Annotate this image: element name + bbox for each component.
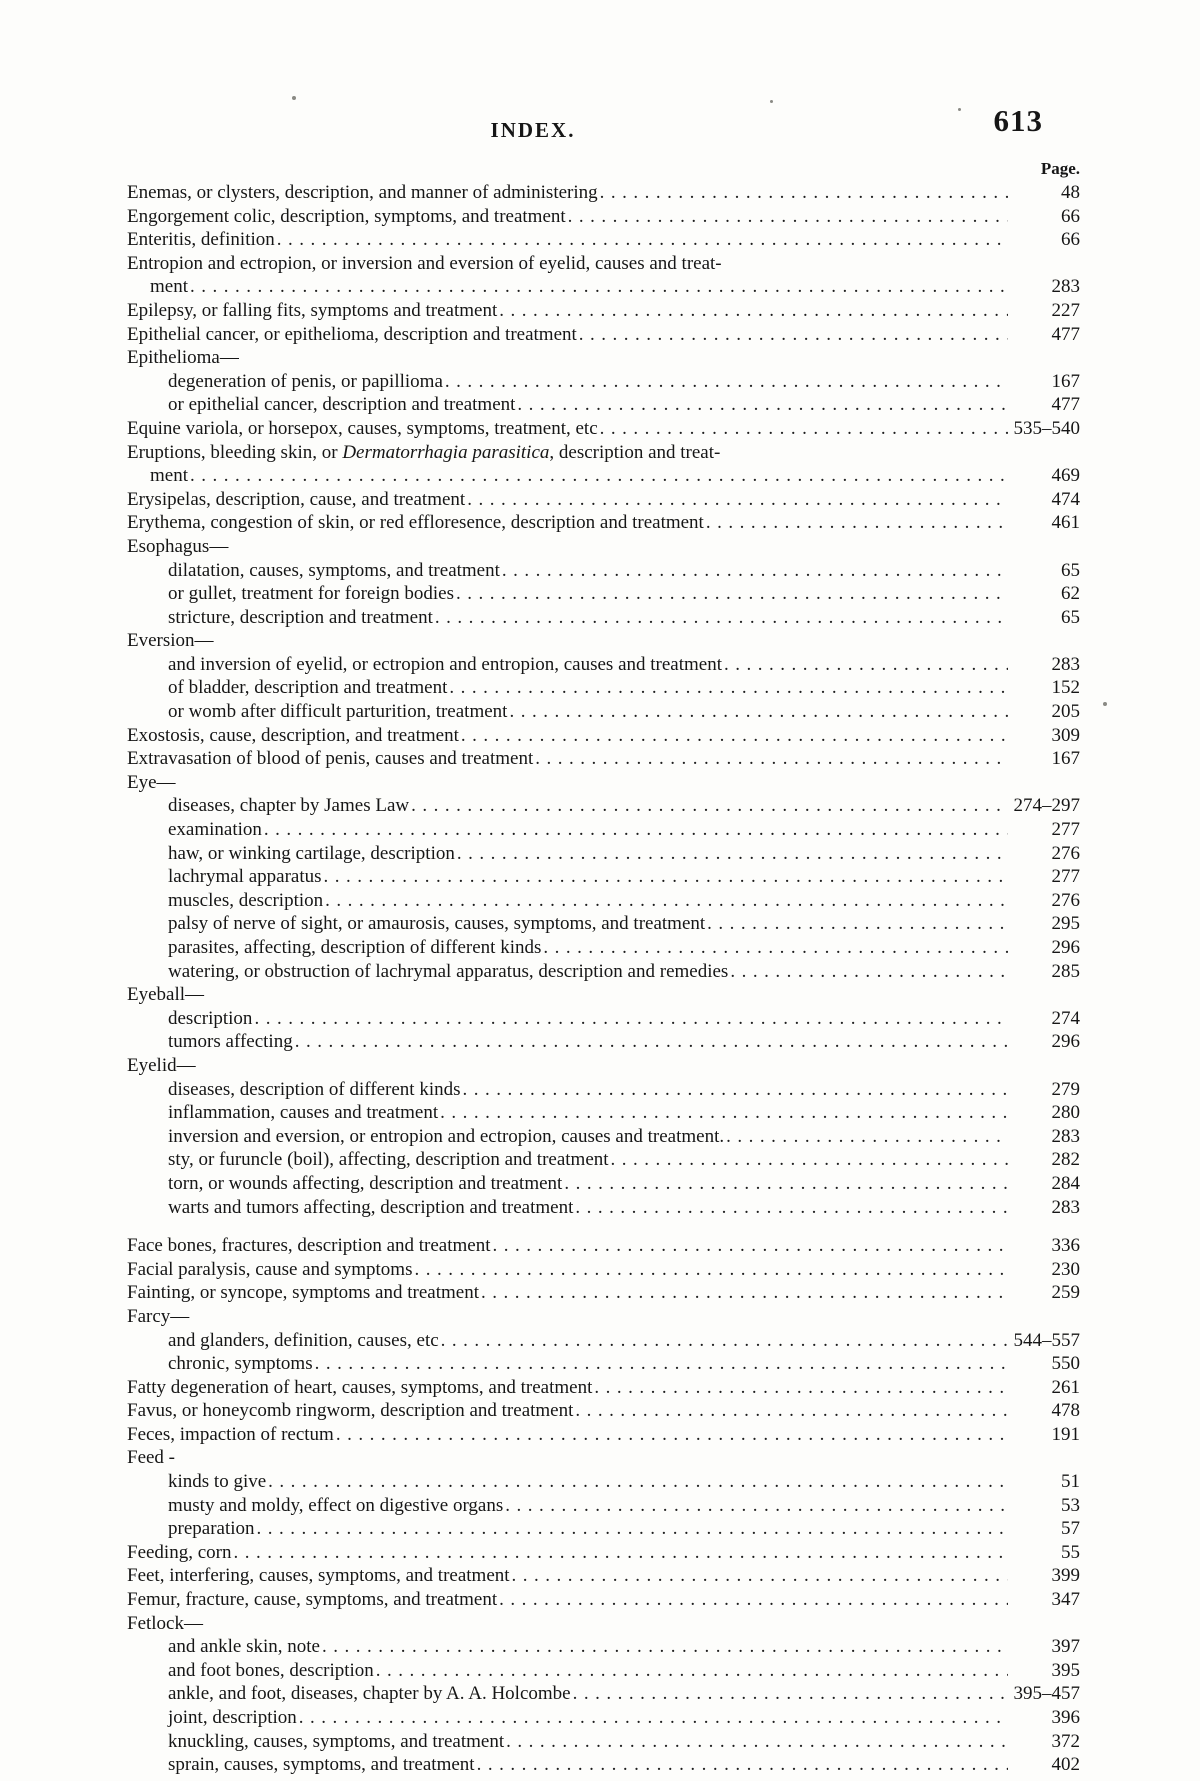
entry-text: degeneration of penis, or papillioma	[168, 370, 443, 392]
index-entry	[127, 1730, 1080, 1754]
entry-text-italic: Dermatorrhagia parasitica	[342, 441, 550, 463]
entry-page-number: 372	[1051, 1730, 1080, 1752]
entry-page-number: 396	[1051, 1707, 1080, 1728]
dot-leader	[726, 1125, 1008, 1149]
entry-text: Eye—	[127, 771, 176, 793]
dot-leader	[575, 1399, 1008, 1423]
entry-page-number: 550	[1051, 1353, 1080, 1375]
dot-leader	[457, 842, 1008, 866]
index-entry	[127, 1635, 1080, 1659]
entry-page-number: 66	[1061, 205, 1080, 227]
entry-page-number: 167	[1051, 370, 1080, 392]
index-entry	[127, 1352, 1080, 1376]
dot-leader	[509, 700, 1008, 724]
dot-leader	[441, 1329, 1008, 1353]
index-entry	[127, 1172, 1080, 1196]
entry-text: palsy of nerve of sight, or amaurosis, causes, symptoms, and treatment	[168, 913, 706, 935]
entry-text: and foot bones, description	[168, 1659, 374, 1681]
entry-page-number: 276	[1051, 889, 1080, 911]
dot-leader	[268, 1470, 1008, 1494]
index-entry	[127, 323, 1080, 347]
dot-leader	[264, 818, 1008, 842]
entry-text: stricture, description and treatment	[168, 606, 433, 628]
index-entry	[127, 1564, 1080, 1588]
index-entry	[127, 228, 1080, 252]
entry-page-number: 227	[1051, 299, 1080, 321]
dot-leader	[564, 1172, 1008, 1196]
index-entry	[127, 1399, 1080, 1423]
entry-text: Equine variola, or horsepox, causes, symptoms, treatment, etc	[127, 417, 598, 439]
dot-leader	[579, 323, 1008, 347]
entry-text: diseases, description of different kinds	[168, 1078, 461, 1100]
index-entry	[127, 1329, 1080, 1353]
entry-text: Feet, interfering, causes, symptoms, and treatment	[127, 1565, 510, 1587]
dot-leader	[568, 205, 1008, 229]
index-entry	[127, 724, 1080, 748]
dot-leader	[411, 794, 1008, 818]
index-entry	[127, 393, 1080, 417]
index-entry	[127, 889, 1080, 913]
index-entry	[127, 275, 1080, 299]
entry-page-number: 65	[1061, 559, 1080, 581]
entry-text: parasites, affecting, description of different kinds	[168, 937, 542, 958]
index-heading	[127, 1612, 1080, 1636]
index-entry	[127, 1470, 1080, 1494]
index-entry	[127, 960, 1080, 984]
index-entry	[127, 1494, 1080, 1518]
dot-leader	[600, 417, 1008, 441]
entry-page-number: 544–557	[1013, 1329, 1080, 1351]
dot-leader	[535, 747, 1008, 771]
entry-text: Fatty degeneration of heart, causes, symptoms, and treatment	[127, 1376, 593, 1398]
dot-leader	[322, 1635, 1008, 1659]
dot-leader	[512, 1564, 1008, 1588]
dot-leader	[517, 393, 1008, 417]
entry-text: or gullet, treatment for foreign bodies	[168, 583, 454, 605]
index-entry	[127, 676, 1080, 700]
dot-leader	[449, 676, 1008, 700]
dot-leader	[315, 1352, 1008, 1376]
index-entry	[127, 1078, 1080, 1102]
entry-page-number: 62	[1061, 583, 1080, 605]
dot-leader	[440, 1101, 1008, 1125]
entry-page-number: 261	[1051, 1376, 1080, 1398]
index-heading	[127, 983, 1080, 1007]
entry-text: Exostosis, cause, description, and treatment	[127, 724, 459, 746]
entry-text: watering, or obstruction of lachrymal apparatus, description and remedies	[168, 960, 729, 982]
index-heading	[127, 771, 1080, 795]
entry-page-number: 477	[1051, 323, 1080, 345]
index-entry	[127, 1030, 1080, 1054]
entry-page-number: 336	[1051, 1235, 1080, 1257]
entry-text: Extravasation of blood of penis, causes and treatment	[127, 748, 534, 770]
entry-text: Eyeball—	[127, 984, 205, 1006]
entry-page-number: 395	[1051, 1659, 1080, 1681]
dot-leader	[543, 936, 1008, 960]
index-entry	[127, 252, 1080, 276]
entry-text: diseases, chapter by James Law	[168, 795, 410, 817]
dot-leader	[499, 1588, 1008, 1612]
entry-text: Enemas, or clysters, description, and manner of administering	[127, 182, 598, 203]
dot-leader	[594, 1376, 1008, 1400]
entry-page-number: 152	[1051, 677, 1080, 699]
scan-speck	[770, 100, 773, 103]
dot-leader	[190, 464, 1008, 488]
index-entry	[127, 1234, 1080, 1258]
dot-leader	[575, 1196, 1008, 1220]
page-title: INDEX.	[490, 118, 576, 142]
index-heading	[127, 535, 1080, 559]
scan-speck	[292, 96, 296, 100]
index-entry	[127, 1517, 1080, 1541]
index-entry	[127, 1281, 1080, 1305]
entry-text: Esophagus—	[127, 535, 229, 557]
entry-text: Favus, or honeycomb ringworm, description and treatment	[127, 1400, 574, 1422]
entry-text: ment	[150, 276, 188, 298]
entry-text: warts and tumors affecting, description and treatment	[168, 1196, 574, 1218]
index-entry	[127, 1007, 1080, 1031]
entry-text: Erysipelas, description, cause, and treatment	[127, 488, 466, 510]
index-entry	[127, 299, 1080, 323]
entry-text: Engorgement colic, description, symptoms, and treatment	[127, 205, 566, 227]
entry-text: ment	[150, 465, 188, 487]
dot-leader	[376, 1659, 1008, 1683]
entry-text: Femur, fracture, cause, symptoms, and treatment	[127, 1589, 498, 1611]
dot-leader	[257, 1517, 1008, 1541]
entry-text: Eversion—	[127, 630, 214, 652]
dot-leader	[277, 228, 1008, 252]
index-heading	[127, 1305, 1080, 1329]
entry-text: Entropion and ectropion, or inversion and eversion of eyelid, causes and treat-	[127, 252, 722, 274]
entry-text: Fetlock—	[127, 1612, 203, 1634]
index-entry-list	[127, 181, 1080, 1777]
index-entry	[127, 818, 1080, 842]
entry-page-number: 399	[1051, 1565, 1080, 1587]
index-entry	[127, 1423, 1080, 1447]
entry-page-number: 282	[1051, 1149, 1080, 1171]
index-entry	[127, 1682, 1080, 1706]
entry-text: Erythema, congestion of skin, or red effloresence, description and treatment	[127, 512, 704, 534]
entry-page-number: 205	[1051, 701, 1080, 723]
entry-text: Epithelial cancer, or epithelioma, description and treatment	[127, 323, 577, 345]
dot-leader	[730, 960, 1008, 984]
entry-page-number: 277	[1051, 819, 1080, 841]
entry-page-number: 65	[1061, 606, 1080, 628]
entry-text: Face bones, fractures, description and treatment	[127, 1235, 491, 1257]
scan-speck	[958, 108, 961, 111]
entry-page-number: 461	[1051, 512, 1080, 534]
index-entry	[127, 700, 1080, 724]
entry-page-number: 230	[1051, 1258, 1080, 1280]
index-entry	[127, 653, 1080, 677]
dot-leader	[295, 1030, 1008, 1054]
entry-page-number: 474	[1051, 488, 1080, 510]
dot-leader	[467, 488, 1008, 512]
entry-text: Fainting, or syncope, symptoms and treatment	[127, 1282, 479, 1304]
index-heading	[127, 1054, 1080, 1078]
index-entry	[127, 936, 1080, 960]
dot-leader	[477, 1753, 1008, 1777]
index-entry	[127, 181, 1080, 205]
entry-text: Farcy—	[127, 1305, 190, 1327]
entry-text: examination	[168, 819, 262, 841]
entry-page-number: 535–540	[1013, 417, 1080, 439]
dot-leader	[336, 1423, 1008, 1447]
index-entry	[127, 1706, 1080, 1730]
entry-text: tumors affecting	[168, 1031, 293, 1053]
index-entry	[127, 1196, 1080, 1220]
dot-leader	[493, 1234, 1009, 1258]
entry-text: Feces, impaction of rectum	[127, 1423, 334, 1445]
entry-page-number: 402	[1051, 1754, 1080, 1776]
scan-speck	[1103, 702, 1107, 706]
entry-page-number: 347	[1051, 1589, 1080, 1611]
index-entry	[127, 464, 1080, 488]
entry-page-number: 296	[1051, 1031, 1080, 1053]
entry-page-number: 283	[1051, 276, 1080, 298]
dot-leader	[724, 653, 1008, 677]
entry-text: knuckling, causes, symptoms, and treatment	[168, 1730, 505, 1752]
entry-page-number: 395–457	[1013, 1683, 1080, 1705]
entry-page-number: 274–297	[1013, 795, 1080, 817]
index-entry	[127, 842, 1080, 866]
entry-text: Epilepsy, or falling fits, symptoms and treatment	[127, 299, 498, 321]
index-entry	[127, 912, 1080, 936]
index-heading	[127, 1446, 1080, 1470]
entry-text: Feed -	[127, 1447, 176, 1469]
index-entry	[127, 559, 1080, 583]
entry-text: Eyelid—	[127, 1054, 196, 1076]
dot-leader	[707, 912, 1008, 936]
entry-page-number: 478	[1051, 1400, 1080, 1422]
index-entry	[127, 417, 1080, 441]
index-entry	[127, 1148, 1080, 1172]
dot-leader	[463, 1078, 1009, 1102]
entry-page-number: 277	[1051, 866, 1080, 888]
entry-page-number: 276	[1051, 842, 1080, 864]
entry-text: sprain, causes, symptoms, and treatment	[168, 1754, 475, 1776]
dot-leader	[502, 559, 1008, 583]
dot-leader	[611, 1148, 1008, 1172]
entry-text: description	[168, 1007, 253, 1029]
entry-text: Eruptions, bleeding skin, or Dermatorrhagia parasitica, description and treat-	[127, 441, 721, 463]
index-entry	[127, 865, 1080, 889]
entry-page-number: 283	[1051, 1196, 1080, 1218]
entry-page-number: 285	[1051, 960, 1080, 982]
dot-leader	[505, 1494, 1008, 1518]
dot-leader	[481, 1281, 1008, 1305]
entry-page-number: 51	[1061, 1471, 1080, 1493]
entry-text: Feeding, corn	[127, 1541, 232, 1563]
index-entry	[127, 511, 1080, 535]
dot-leader	[190, 275, 1008, 299]
index-entry	[127, 747, 1080, 771]
entry-text: kinds to give	[168, 1471, 267, 1493]
index-entry	[127, 205, 1080, 229]
page-number: 613	[993, 103, 1043, 138]
entry-text: lachrymal apparatus	[168, 866, 322, 888]
entry-page-number: 279	[1051, 1078, 1080, 1100]
entry-page-number: 55	[1061, 1541, 1080, 1563]
dot-leader	[456, 582, 1008, 606]
entry-page-number: 295	[1051, 913, 1080, 935]
entry-page-number: 259	[1051, 1282, 1080, 1304]
entry-page-number: 283	[1051, 653, 1080, 675]
entry-text: inflammation, causes and treatment	[168, 1102, 439, 1124]
index-heading	[127, 346, 1080, 370]
index-entry	[127, 488, 1080, 512]
index-entry	[127, 1258, 1080, 1282]
entry-page-number: 53	[1061, 1494, 1080, 1516]
dot-leader	[706, 511, 1008, 535]
index-entry	[127, 606, 1080, 630]
entry-page-number: 274	[1051, 1007, 1080, 1029]
entry-text: musty and moldy, effect on digestive organs	[168, 1494, 504, 1516]
page-column-label: Page.	[1040, 159, 1080, 178]
dot-leader	[254, 1007, 1008, 1031]
entry-text: chronic, symptoms	[168, 1353, 313, 1375]
index-entry	[127, 1541, 1080, 1565]
entry-text: torn, or wounds affecting, description and treatment	[168, 1172, 563, 1194]
entry-page-number: 57	[1061, 1518, 1080, 1540]
index-entry	[127, 1125, 1080, 1149]
index-entry	[127, 582, 1080, 606]
entry-text: and ankle skin, note	[168, 1636, 320, 1658]
entry-text: and inversion of eyelid, or ectropion and entropion, causes and treatment	[168, 653, 722, 675]
entry-text: Epithelioma—	[127, 347, 239, 369]
entry-text: of bladder, description and treatment	[168, 677, 448, 699]
entry-text: ankle, and foot, diseases, chapter by A. A. Holcombe	[168, 1683, 571, 1705]
entry-page-number: 283	[1051, 1125, 1080, 1147]
entry-page-number: 477	[1051, 394, 1080, 416]
index-entry	[127, 1101, 1080, 1125]
dot-leader	[600, 181, 1008, 205]
entry-page-number: 284	[1051, 1172, 1080, 1194]
entry-text: or womb after difficult parturition, treatment	[168, 701, 508, 723]
entry-page-number: 296	[1051, 937, 1080, 958]
entry-text: inversion and eversion, or entropion and ectropion, causes and treatment.	[168, 1125, 725, 1147]
entry-page-number: 48	[1061, 182, 1080, 203]
entry-text: and glanders, definition, causes, etc	[168, 1329, 439, 1351]
entry-text: Facial paralysis, cause and symptoms	[127, 1258, 413, 1280]
entry-page-number: 397	[1051, 1636, 1080, 1658]
dot-leader	[325, 889, 1008, 913]
index-entry	[127, 1376, 1080, 1400]
entry-text: or epithelial cancer, description and treatment	[168, 394, 516, 416]
dot-leader	[299, 1706, 1008, 1730]
dot-leader	[435, 606, 1008, 630]
entry-page-number: 167	[1051, 748, 1080, 770]
index-entry	[127, 370, 1080, 394]
entry-text: joint, description	[168, 1707, 297, 1728]
dot-leader	[324, 865, 1008, 889]
dot-leader	[445, 370, 1008, 394]
index-entry	[127, 794, 1080, 818]
entry-text: Enteritis, definition	[127, 229, 275, 251]
entry-page-number: 280	[1051, 1102, 1080, 1124]
dot-leader	[461, 724, 1008, 748]
index-heading	[127, 629, 1080, 653]
index-entry	[127, 1659, 1080, 1683]
entry-text: muscles, description	[168, 889, 324, 911]
dot-leader	[233, 1541, 1008, 1565]
entry-page-number: 309	[1051, 724, 1080, 746]
entry-text: preparation	[168, 1518, 255, 1540]
entry-text: sty, or furuncle (boil), affecting, description and treatment	[168, 1149, 609, 1171]
dot-leader	[499, 299, 1008, 323]
entry-page-number: 66	[1061, 229, 1080, 251]
entry-page-number: 191	[1051, 1423, 1080, 1445]
dot-leader	[506, 1730, 1008, 1754]
dot-leader	[573, 1682, 1008, 1706]
entry-page-number: 469	[1051, 465, 1080, 487]
index-entry	[127, 1588, 1080, 1612]
index-entry	[127, 441, 1080, 465]
dot-leader	[414, 1258, 1008, 1282]
index-entry	[127, 1753, 1080, 1777]
entry-text: dilatation, causes, symptoms, and treatment	[168, 559, 500, 581]
entry-text: haw, or winking cartilage, description	[168, 842, 455, 864]
